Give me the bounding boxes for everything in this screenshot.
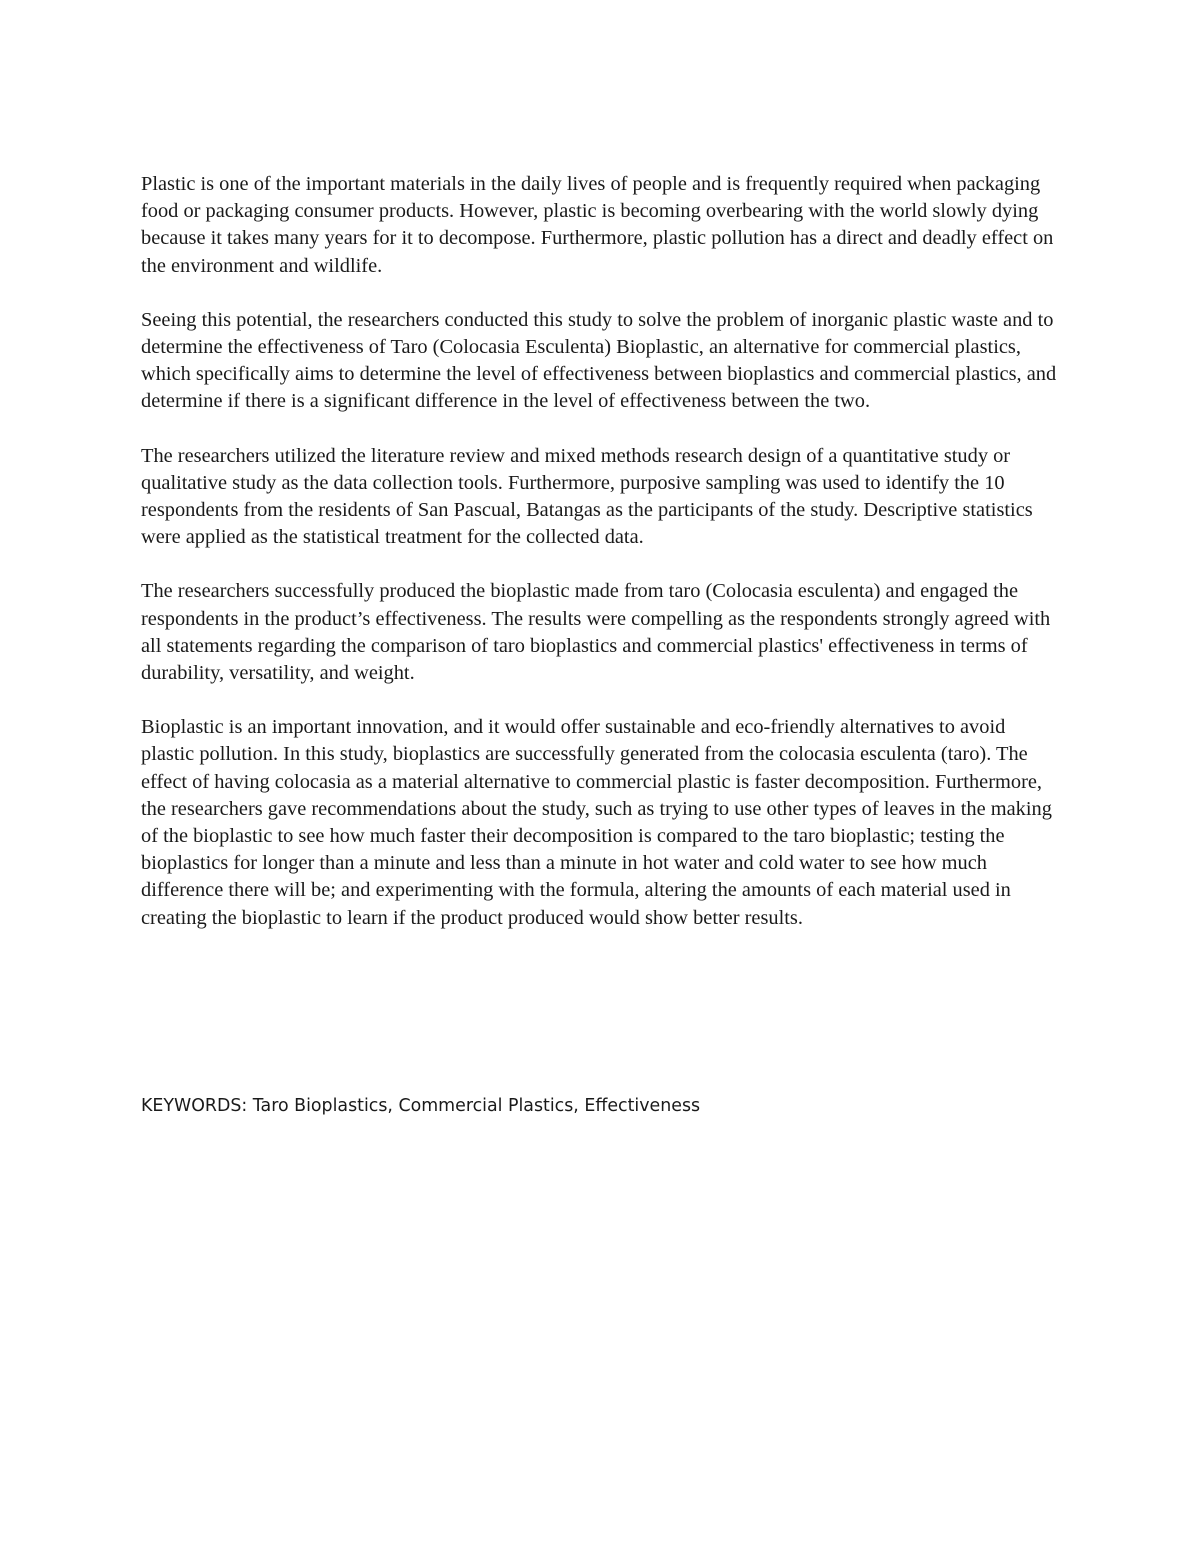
- paragraph-4: The researchers successfully produced the bioplastic made from taro (Colocasia esculenta) and engaged the respondents in the product’s effectiveness. The results were compelling as the respondents strongly agreed with all statements regarding the comparison of taro bioplastics and commercial plastics' effectiveness in terms of durability, versatility, and weight.: [141, 580, 1051, 685]
- paragraph-3: The researchers utilized the literature review and mixed methods research design of a quantitative study or qualitative study as the data collection tools. Furthermore, purposive sampling was used to identify the 10 respondents from the residents of San Pascual, Batangas as the participants of the study. Descriptive statistics were applied as the statistical treatment for the collected data.: [141, 444, 1033, 549]
- paragraph-2: Seeing this potential, the researchers conducted this study to solve the problem of inorganic plastic waste and to determine the effectiveness of Taro (Colocasia Esculenta) Bioplastic, an alternative for commercial plastics, which specifically aims to determine the level of effectiveness between bioplastics and commercial plastics, and determine if there is a significant difference in the level of effectiveness between the two.: [141, 308, 1057, 413]
- abstract-body: [141, 171, 1061, 959]
- keywords-line: KEYWORDS: Taro Bioplastics, Commercial Plastics, Effectiveness: [141, 1096, 701, 1116]
- paragraph-5: Bioplastic is an important innovation, and it would offer sustainable and eco-friendly alternatives to avoid plastic pollution. In this study, bioplastics are successfully generated from the colocasia esculenta (taro). The effect of having colocasia as a material alternative to commercial plastic is faster decomposition. Furthermore, the researchers gave recommendations about the study, such as trying to use other types of leaves in the making of the bioplastic to see how much faster their decomposition is compared to the taro bioplastic; testing the bioplastics for longer than a minute and less than a minute in hot water and cold water to see how much difference there will be; and experimenting with the formula, altering the amounts of each material used in creating the bioplastic to learn if the product produced would show better results.: [141, 716, 1052, 929]
- paragraph-1: Plastic is one of the important materials in the daily lives of people and is frequently required when packaging food or packaging consumer products. However, plastic is becoming overbearing with the world slowly dying because it takes many years for it to decompose. Furthermore, plastic pollution has a direct and deadly effect on the environment and wildlife.: [141, 173, 1054, 277]
